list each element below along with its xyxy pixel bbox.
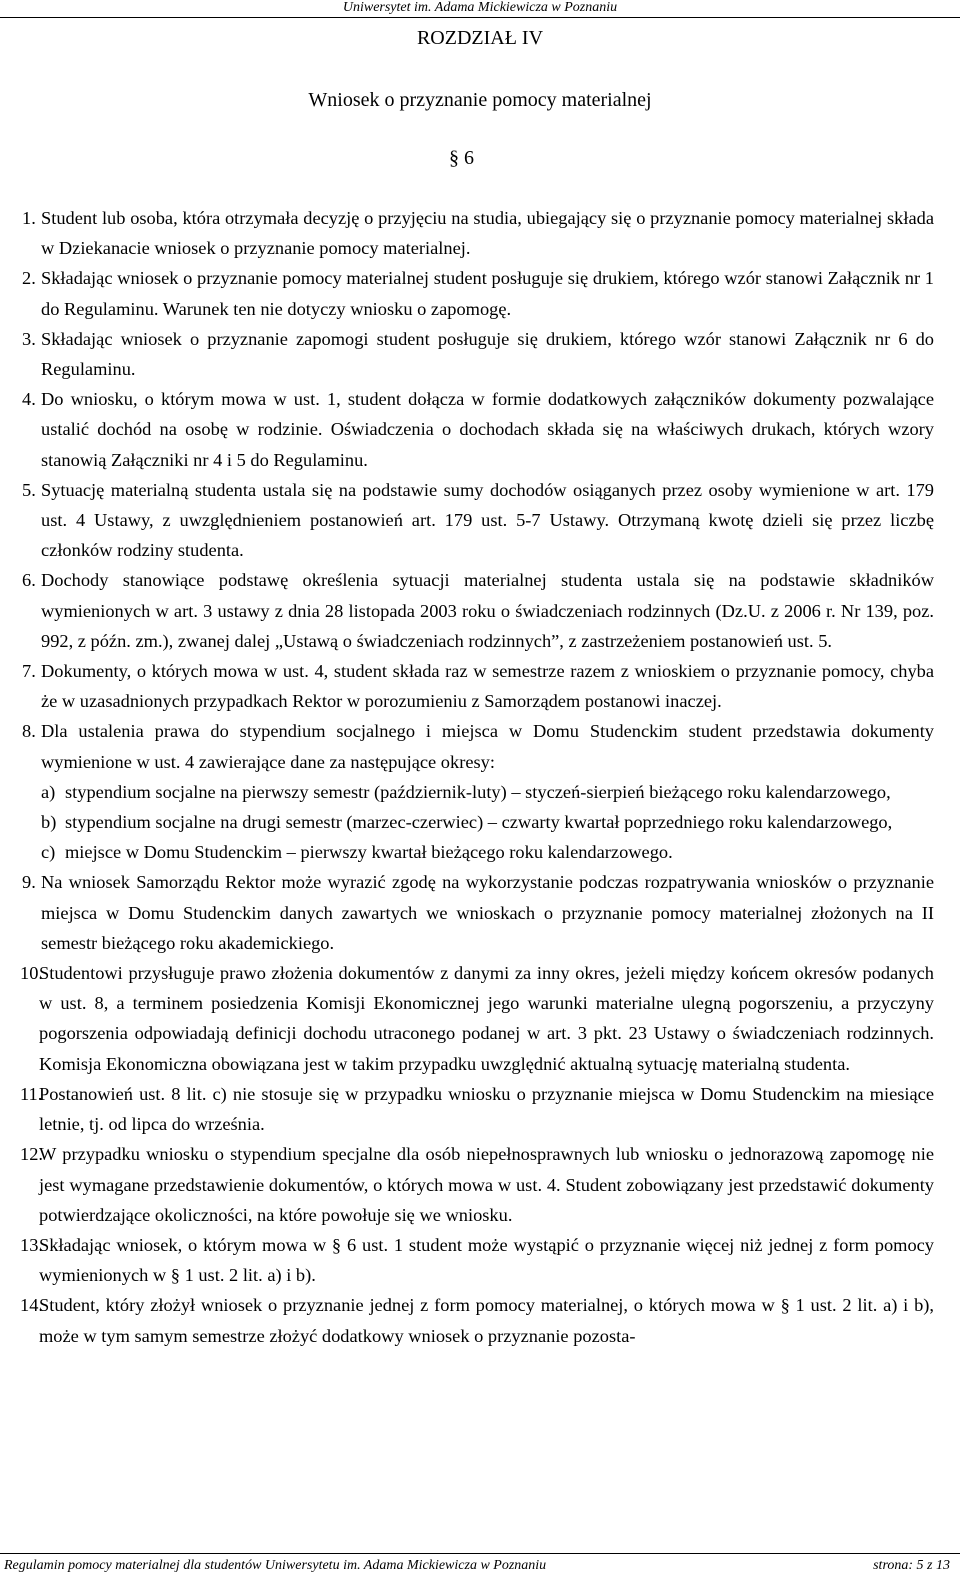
list-item: [22, 324, 934, 384]
sub-item-text: miejsce w Domu Studenckim – pierwszy kwartał bieżącego roku kalendarzowego.: [65, 842, 673, 863]
item-text: Studentowi przysługuje prawo złożenia dokumentów z danymi za inny okres, jeżeli między końcem okresów podanych w ust. 8, a terminem posiedzenia Komisji Ekonomicznej jego warunki materialne ulegną pogorszeniu, a przyczyny pogorszenia odpowiadają definicji dochodu utraconego podanej w art. 3 pkt. 23 Ustawy o świadczeniach rodzinnych. Komisja Ekonomiczna obowiązana jest w takim przypadku uwzględnić aktualną sytuację materialną studenta.: [39, 963, 934, 1074]
item-text: Składając wniosek o przyznanie zapomogi student posługuje się drukiem, którego wzór stanowi Załącznik nr 6 do Regulaminu.: [41, 328, 934, 380]
item-text: Do wniosku, o którym mowa w ust. 1, student dołącza w formie dodatkowych załączników dokumenty pozwalające ustalić dochód na osobę w rodzinie. Oświadczenia o dochodach składa się na właściwych drukach, których wzory stanowią Załączniki nr 4 i 5 do Regulaminu.: [41, 389, 934, 470]
list-item: [22, 867, 934, 958]
list-item: [22, 384, 934, 475]
item-text: Student lub osoba, która otrzymała decyzję o przyjęciu na studia, ubiegający się o przyznanie pomocy materialnej składa w Dziekanacie wniosek o przyznanie pomocy materialnej.: [41, 208, 934, 259]
list-item: [22, 656, 934, 716]
list-item: [22, 203, 934, 263]
item-text: Składając wniosek o przyznanie pomocy materialnej student posługuje się drukiem, którego wzór stanowi Załącznik nr 1 do Regulaminu. Warunek ten nie dotyczy wniosku o zapomogę.: [41, 268, 934, 319]
footer-page-number: strona: 5 z 13: [873, 1558, 950, 1573]
item-number: 5.: [22, 479, 36, 500]
item-number: 10.: [20, 963, 43, 984]
sub-item-text: stypendium socjalne na drugi semestr (marzec-czerwiec) – czwarty kwartał poprzedniego roku kalendarzowego,: [65, 812, 893, 833]
item-number: 6.: [22, 570, 36, 591]
list-item: [22, 1139, 934, 1230]
item-number: 7.: [22, 661, 36, 682]
item-text: Dokumenty, o których mowa w ust. 4, student składa raz w semestrze razem z wnioskiem o przyznanie pomocy, chyba że w uzasadnionych przypadkach Rektor w porozumieniu z Samorządem postanowi inaczej.: [41, 661, 934, 712]
item-number: 12.: [20, 1144, 43, 1165]
chapter-subtitle: Wniosek o przyznanie pomocy materialnej: [308, 89, 652, 111]
item-number: 11.: [20, 1083, 43, 1104]
item-number: 4.: [22, 389, 36, 410]
item-number: 3.: [22, 328, 36, 349]
page-header: [0, 0, 960, 18]
sub-item: [22, 807, 934, 837]
list-item: [22, 1079, 934, 1139]
section-mark: § 6: [449, 147, 474, 169]
item-text: Sytuację materialną studenta ustala się na podstawie sumy dochodów osiąganych przez osoby wymienione w art. 179 ust. 4 Ustawy, z uwzględnieniem postanowień art. 179 ust. 5-7 Ustawy. Otrzymaną kwotę dzieli się przez liczbę członków rodziny studenta.: [41, 479, 934, 561]
list-item: [22, 263, 934, 323]
item-number: 9.: [22, 872, 36, 893]
item-text: Dochody stanowiące podstawę określenia sytuacji materialnej studenta ustala się na podstawie składników wymienionych w art. 3 ustawy z dnia 28 listopada 2003 roku o świadczeniach rodzinnych (Dz.U. z 2006 r. Nr 139, poz. 992, z późn. zm.), zwanej dalej „Ustawą o świadczeniach rodzinnych”, z zastrzeżeniem postanowień ust. 5.: [41, 570, 934, 651]
item-text: Student, który złożył wniosek o przyznanie jednej z form pomocy materialnej, o których mowa w § 1 ust. 2 lit. a) i b), może w tym samym semestrze złożyć dodatkowy wniosek o przyznanie pozosta-: [39, 1295, 934, 1346]
item-number: 2.: [22, 268, 36, 289]
sub-item-label: c): [41, 842, 56, 863]
page-footer: [0, 1553, 960, 1580]
list-item: [22, 475, 934, 566]
item-number: 13.: [20, 1234, 43, 1255]
item-text: W przypadku wniosku o stypendium specjalne dla osób niepełnosprawnych lub wniosku o jednorazową zapomogę nie jest wymagane przedstawienie dokumentów, o których mowa w ust. 4. Student zobowiązany jest przedstawić dokumenty potwierdzające okoliczności, na które powołuje się we wniosku.: [39, 1144, 934, 1225]
list-item: [22, 716, 934, 776]
footer-rule: [0, 1553, 960, 1554]
item-text: Na wniosek Samorządu Rektor może wyrazić zgodę na wykorzystanie podczas rozpatrywania wniosków o przyznanie miejsca w Domu Studenckim danych zawartych we wnioskach o przyznanie pomocy materialnej złożonych na II semestr bieżącego roku akademickiego.: [41, 872, 934, 953]
item-text: Postanowień ust. 8 lit. c) nie stosuje się w przypadku wniosku o przyznanie miejsca w Domu Studenckim na miesiące letnie, tj. od lipca do września.: [39, 1083, 934, 1135]
item-number: 8.: [22, 721, 36, 742]
header-rule: [0, 17, 960, 18]
item-number: 14.: [20, 1295, 43, 1316]
list-item: [22, 1230, 934, 1290]
footer-document-title: Regulamin pomocy materialnej dla studentów Uniwersytetu im. Adama Mickiewicza w Poznaniu: [4, 1558, 547, 1573]
list-item: [22, 1290, 934, 1350]
sub-item: [22, 777, 934, 807]
item-text: Dla ustalenia prawa do stypendium socjalnego i miejsca w Domu Studenckim student przedstawia dokumenty wymienione w ust. 4 zawierające dane za następujące okresy:: [41, 721, 934, 772]
document-body: [22, 203, 934, 1351]
list-item: [22, 958, 934, 1079]
list-item: [22, 565, 934, 656]
sub-item-text: stypendium socjalne na pierwszy semestr (październik-luty) – styczeń-sierpień bieżącego roku kalendarzowego,: [65, 781, 891, 802]
sub-item: [22, 837, 934, 867]
chapter-title: ROZDZIAŁ IV: [416, 27, 544, 49]
item-number: 1.: [22, 208, 36, 228]
sub-item-label: b): [41, 812, 57, 833]
sub-item-label: a): [41, 781, 56, 802]
item-text: Składając wniosek, o którym mowa w § 6 ust. 1 student może wystąpić o przyznanie więcej niż jednej z form pomocy wymienionych w § 1 ust. 2 lit. a) i b).: [39, 1234, 934, 1286]
header-text: Uniwersytet im. Adama Mickiewicza w Poznaniu: [342, 0, 618, 15]
